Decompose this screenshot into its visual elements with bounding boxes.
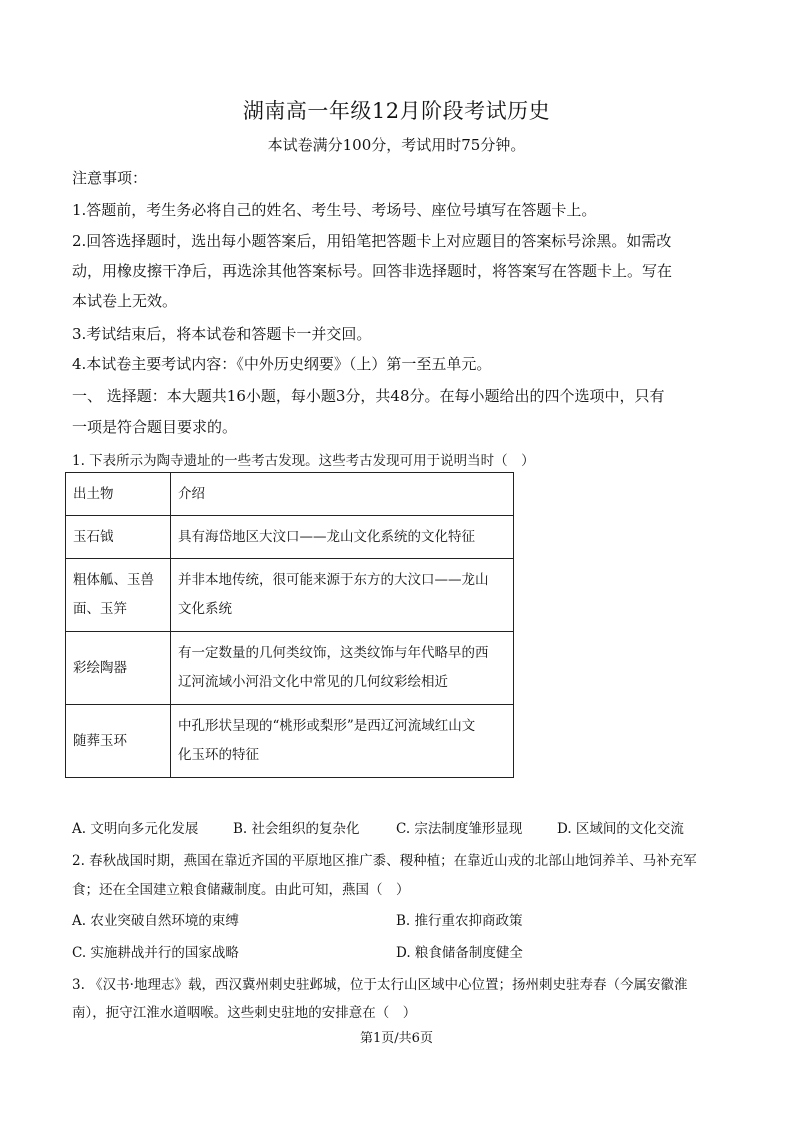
table-cell-desc: 并非本地传统，很可能来源于东方的大汶口——龙山 文化系统	[171, 559, 514, 632]
q2-stem: 2. 春秋战国时期，燕国在靠近齐国的平原地区推广黍、稷种植；在靠近山戎的北部山地饲养羊、马补充军	[72, 853, 697, 869]
section-heading: 一、 选择题：本大题共16小题，每小题3分，共48分。在每小题给出的四个选项中，只有	[72, 387, 665, 405]
note-line: 动，用橡皮擦干净后，再选涂其他答案标号。回答非选择题时，将答案写在答题卡上。写在	[72, 262, 673, 280]
note-line: 3.考试结束后，将本试卷和答题卡一并交回。	[72, 325, 372, 343]
note-line: 本试卷上无效。	[72, 292, 178, 310]
q1-option-a: A. 文明向多元化发展	[72, 821, 199, 837]
q2-option-c: C. 实施耕战并行的国家战略	[72, 945, 239, 961]
table-cell-item: 随葬玉环	[66, 705, 171, 778]
q2-option-a: A. 农业突破自然环境的束缚	[72, 913, 239, 929]
table-cell-desc: 中孔形状呈现的“桃形或梨形”是西辽河流域红山文 化玉环的特征	[171, 705, 514, 778]
q3-stem: 3. 《汉书·地理志》载，西汉冀州刺史驻邺城，位于太行山区域中心位置；扬州刺史驻寿春（今属安徽淮	[72, 977, 688, 993]
exam-title: 湖南高一年级12月阶段考试历史	[242, 99, 551, 123]
note-line: 4.本试卷主要考试内容：《中外历史纲要》（上）第一至五单元。	[72, 355, 492, 373]
table-cell-desc: 有一定数量的几何类纹饰，这类纹饰与年代略早的西 辽河流域小河沿文化中常见的几何纹彩绘相近	[171, 632, 514, 705]
section-heading-cont: 一项是符合题目要求的。	[72, 418, 238, 436]
note-line: 2.回答选择题时，选出每小题答案后，用铅笔把答题卡上对应题目的答案标号涂黑。如需改	[72, 232, 672, 250]
q2-stem-cont: 食；还在全国建立粮食储藏制度。由此可知，燕国（ ）	[72, 882, 410, 898]
table-row	[66, 632, 514, 705]
q2-option-b: B. 推行重农抑商政策	[396, 913, 523, 929]
table-cell-item: 彩绘陶器	[66, 632, 171, 705]
table-cell-item: 粗体觚、玉兽 面、玉笄	[66, 559, 171, 632]
q3-stem-cont: 南），扼守江淮水道咽喉。这些刺史驻地的安排意在（ ）	[72, 1005, 417, 1021]
notes-heading: 注意事项：	[72, 169, 148, 187]
table-row	[66, 516, 514, 559]
q1-option-b: B. 社会组织的复杂化	[233, 821, 360, 837]
q1-option-d: D. 区域间的文化交流	[557, 821, 684, 837]
table-header-row	[66, 473, 514, 516]
table-row	[66, 559, 514, 632]
table-cell-item: 玉石钺	[66, 516, 171, 559]
q1-stem: 1. 下表所示为陶寺遗址的一些考古发现。这些考古发现可用于说明当时（ ）	[72, 453, 535, 469]
q2-option-d: D. 粮食储备制度健全	[396, 945, 523, 961]
table-header-cell: 出土物	[66, 473, 171, 516]
table-cell-desc: 具有海岱地区大汶口——龙山文化系统的文化特征	[171, 516, 514, 559]
table-header-cell: 介绍	[171, 473, 514, 516]
page-footer: 第1页/共6页	[360, 1031, 433, 1046]
table-row	[66, 705, 514, 778]
q1-table	[65, 472, 514, 778]
note-line: 1.答题前，考生务必将自己的姓名、考生号、考场号、座位号填写在答题卡上。	[72, 201, 597, 219]
exam-subtitle: 本试卷满分100分，考试用时75分钟。	[267, 136, 526, 154]
q1-option-c: C. 宗法制度雏形显现	[396, 821, 523, 837]
